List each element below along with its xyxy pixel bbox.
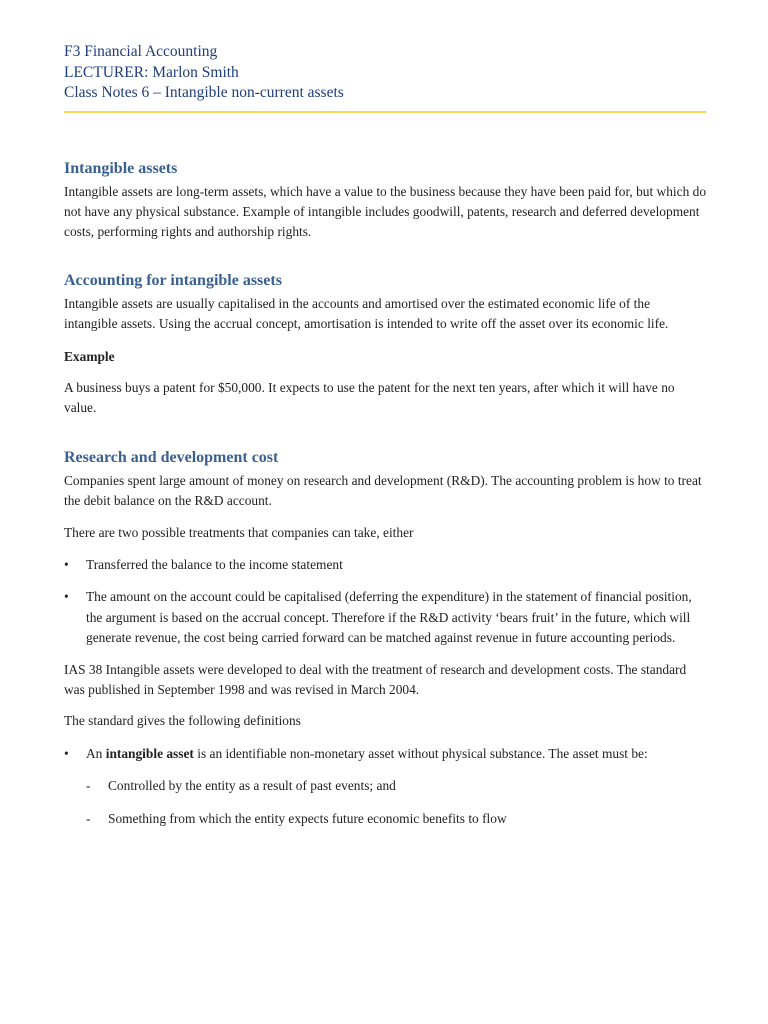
definition-term: intangible asset [105,745,194,761]
heading-accounting-intangible: Accounting for intangible assets [64,271,282,289]
bullet-text: The amount on the account could be capitalised (deferring the expenditure) in the statement of financial position, the argument is based on the accrual concept. Therefore if the R&D activity ‘bears fruit’ in the future, which will generate revenue, the cost being carried forward can be matched against revenue in future accounting periods. [86,589,692,646]
rd-paragraph-1: Companies spent large amount of money on research and development (R&D). The accounting problem is how to treat the debit balance on the R&D account. [64,472,702,509]
heading-research-development: Research and development cost [64,448,279,466]
class-notes-title: Class Notes 6 – Intangible non-current assets [64,84,344,101]
list-item [64,555,706,575]
intangible-assets-paragraph: Intangible assets are long-term assets, which have a value to the business because they have been paid for, but which do not have any physical substance. Example of intangible includes goodwill, patents, research and deferred development costs, performing rights and authorship rights. [64,183,707,240]
dash-marker: - [86,810,91,826]
list-item [64,587,706,648]
definitions-intro: The standard gives the following definitions [64,713,301,729]
treatment-list [64,555,706,649]
criteria-text: Controlled by the entity as a result of past events; and [108,778,396,794]
document-page [64,42,706,829]
criteria-text: Something from which the entity expects future economic benefits to flow [108,810,507,826]
bullet-icon: • [64,589,69,605]
list-item [64,744,706,764]
bullet-text: Transferred the balance to the income statement [86,556,343,572]
dash-marker: - [86,778,91,794]
list-item [64,809,706,829]
criteria-list [64,776,706,829]
lecturer-line: LECTURER: Marlon Smith [64,63,239,81]
bullet-icon: • [64,745,69,761]
bullet-icon: • [64,556,69,572]
list-item [64,776,706,796]
document-header [64,42,706,113]
accounting-paragraph: Intangible assets are usually capitalised in the accounts and amortised over the estimated economic life of the intangible assets. Using the accrual concept, amortisation is intended to write off the asset over its economic life. [64,295,669,332]
example-label: Example [64,348,115,364]
course-title: F3 Financial Accounting [64,43,218,60]
definition-prefix: An [86,745,106,761]
example-paragraph: A business buys a patent for $50,000. It expects to use the patent for the next ten years, after which it will have no value. [64,379,675,416]
rd-paragraph-2: There are two possible treatments that companies can take, either [64,524,414,540]
definitions-list [64,744,706,764]
ias38-paragraph: IAS 38 Intangible assets were developed to deal with the treatment of research and development costs. The standard was published in September 1998 and was revised in March 2004. [64,661,687,697]
header-divider [64,111,706,113]
heading-intangible-assets: Intangible assets [64,159,178,177]
definition-text: is an identifiable non-monetary asset without physical substance. The asset must be: [193,745,648,761]
